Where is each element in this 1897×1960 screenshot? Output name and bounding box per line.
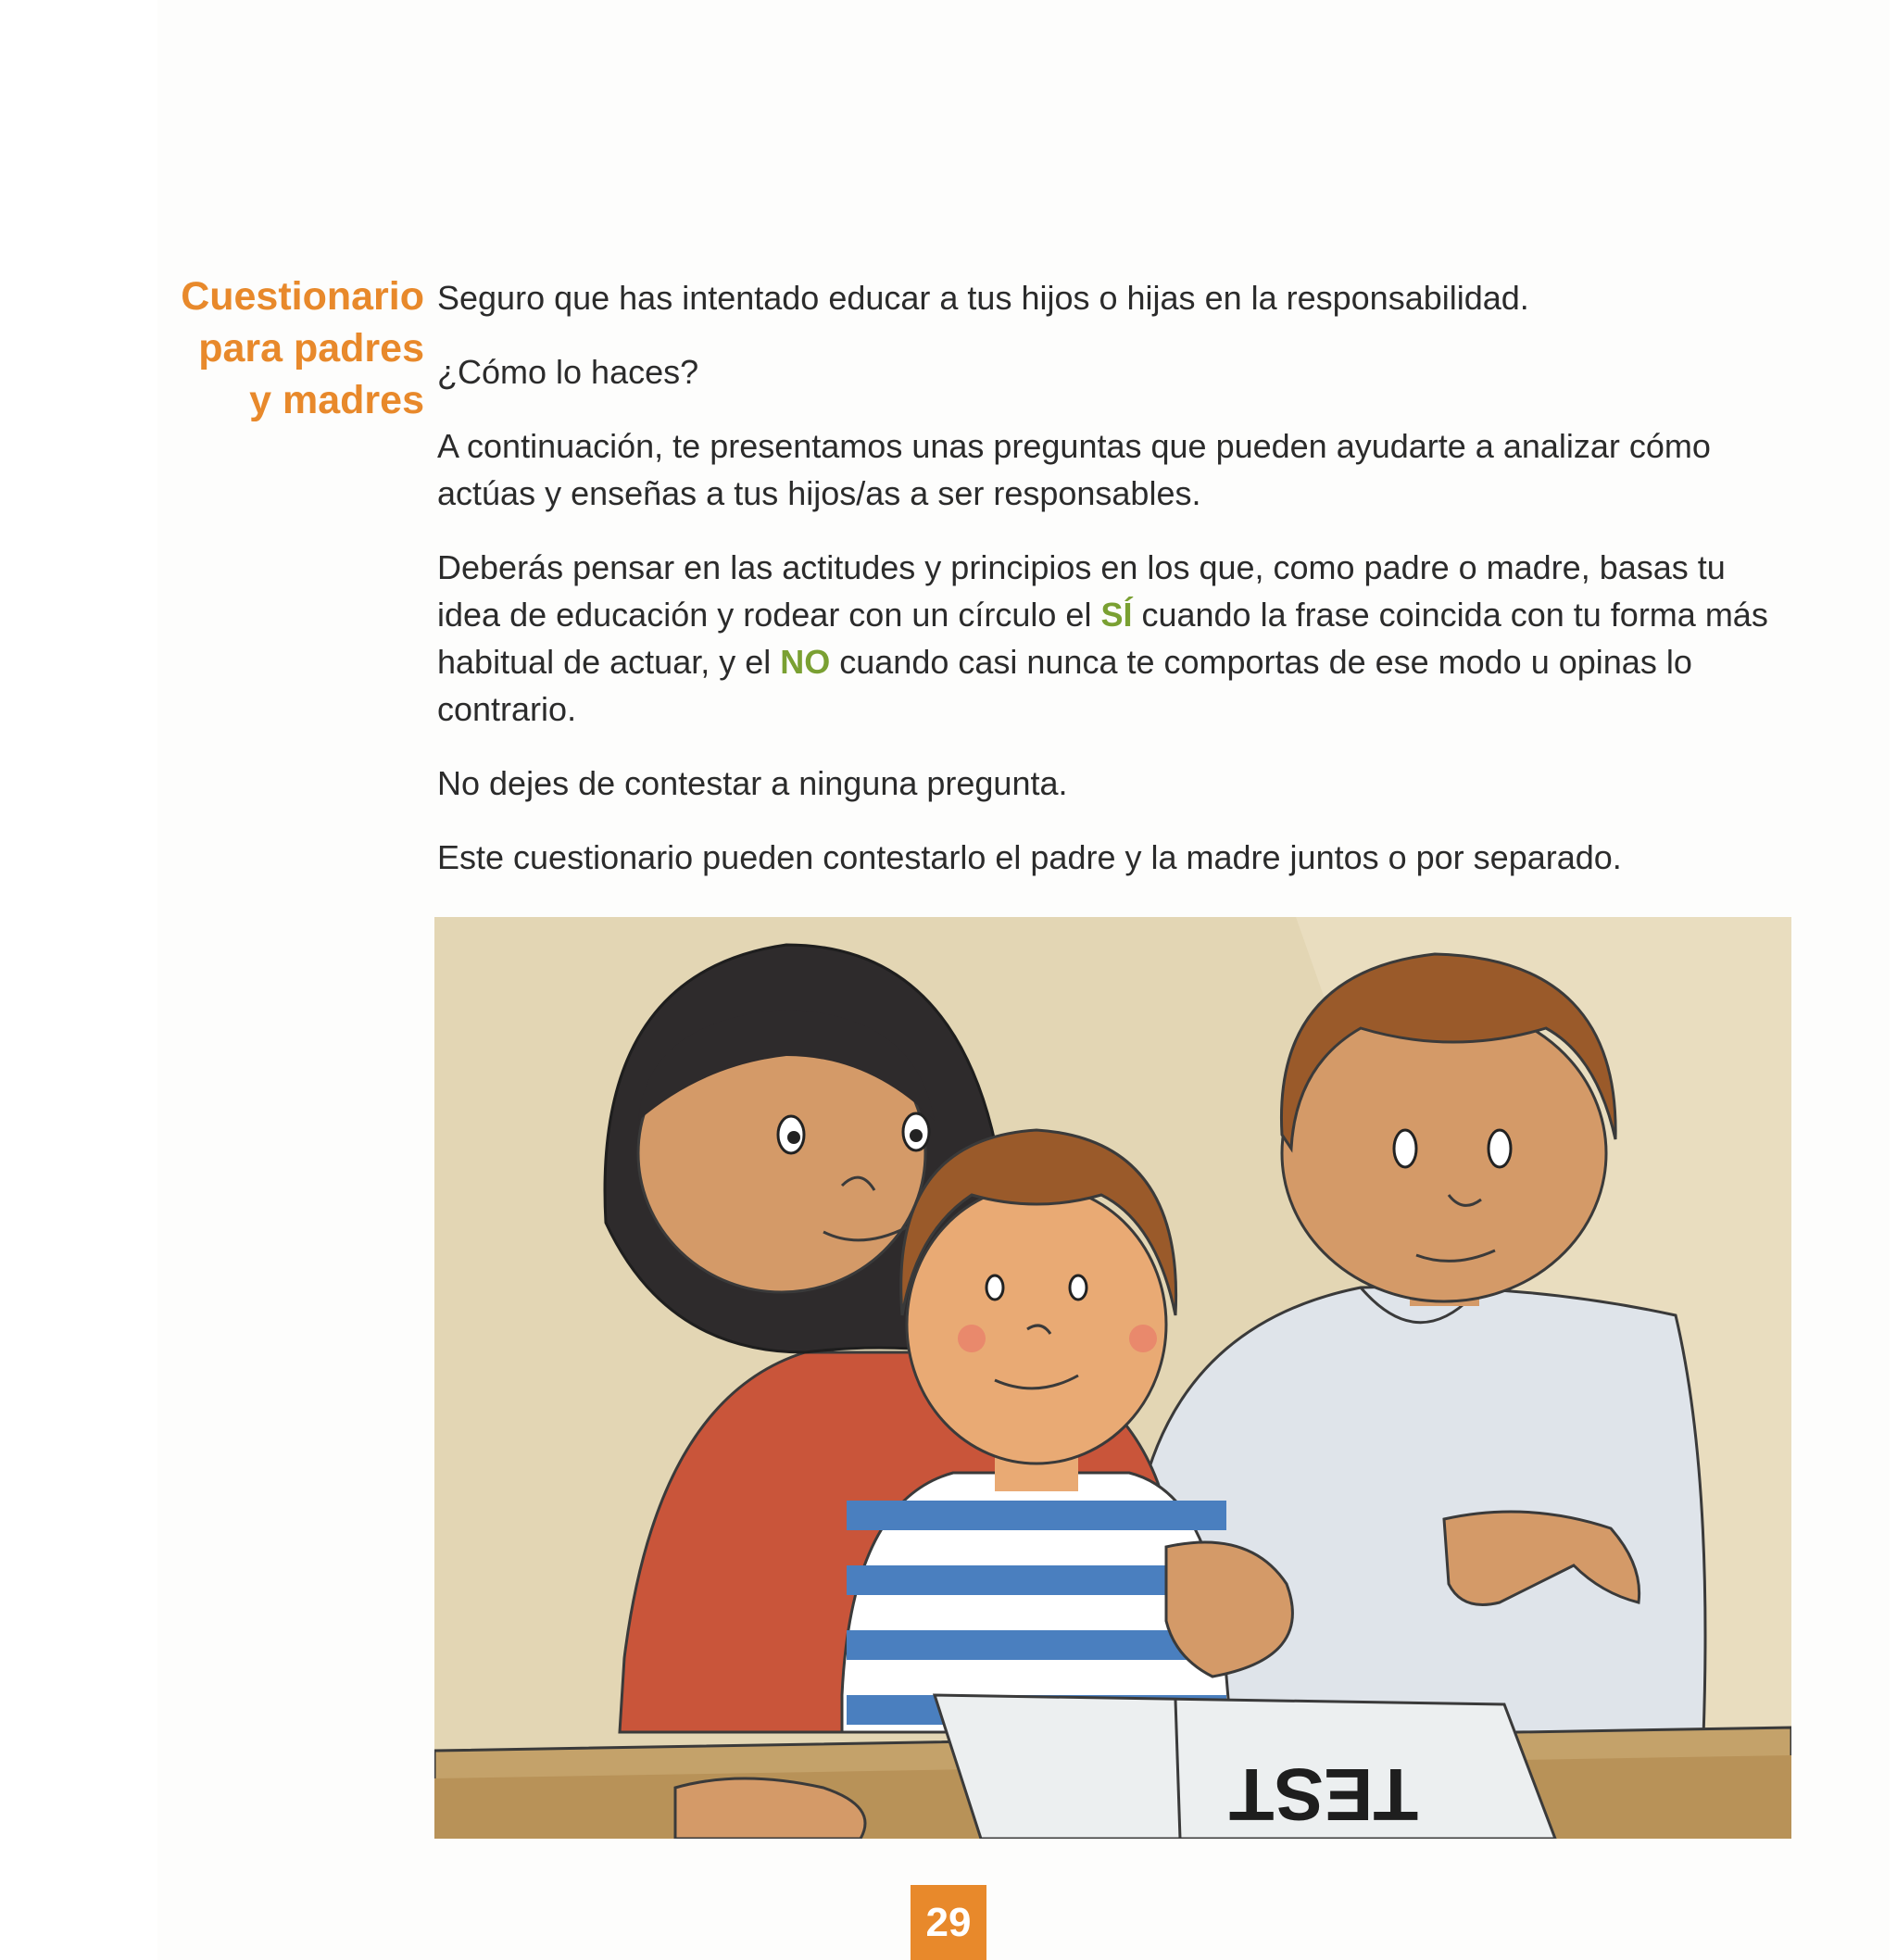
paragraph-answer-all: No dejes de contestar a ninguna pregunta.: [437, 764, 1068, 802]
yes-highlight: SÍ: [1100, 596, 1133, 634]
instructions-text-c: cuando casi nunca te comportas de ese modo u opinas lo contrario.: [437, 643, 1692, 728]
family-illustration: [434, 917, 1791, 1839]
section-heading: [130, 270, 424, 426]
heading-line-1: Cuestionario: [181, 274, 424, 319]
heading-line-2: para padres: [198, 326, 424, 371]
paragraph-presentation: A continuación, te presentamos unas preguntas que pueden ayudarte a analizar cómo actúas y enseñas a tus hijos/as a ser responsables.: [437, 427, 1711, 512]
paragraph-instructions: [437, 544, 1790, 733]
page-number: 29: [911, 1885, 986, 1960]
test-label: TEST: [1228, 1753, 1419, 1836]
no-highlight: NO: [780, 643, 831, 681]
instructions-text-a: Deberás pensar en las actitudes y principios en los que, como padre o madre, basas tu idea de educación y rodear con un círculo el: [437, 548, 1726, 634]
body-text: [437, 274, 1790, 908]
paragraph-who-answers: Este cuestionario pueden contestarlo el padre y la madre juntos o por separado.: [437, 838, 1622, 876]
paragraph-question: ¿Cómo lo haces?: [437, 353, 699, 391]
heading-line-3: y madres: [249, 378, 424, 422]
instructions-text-b: cuando la frase coincida con tu forma más habitual de actuar, y el: [437, 596, 1768, 681]
paragraph-intro: Seguro que has intentado educar a tus hijos o hijas en la responsabilidad.: [437, 279, 1529, 317]
